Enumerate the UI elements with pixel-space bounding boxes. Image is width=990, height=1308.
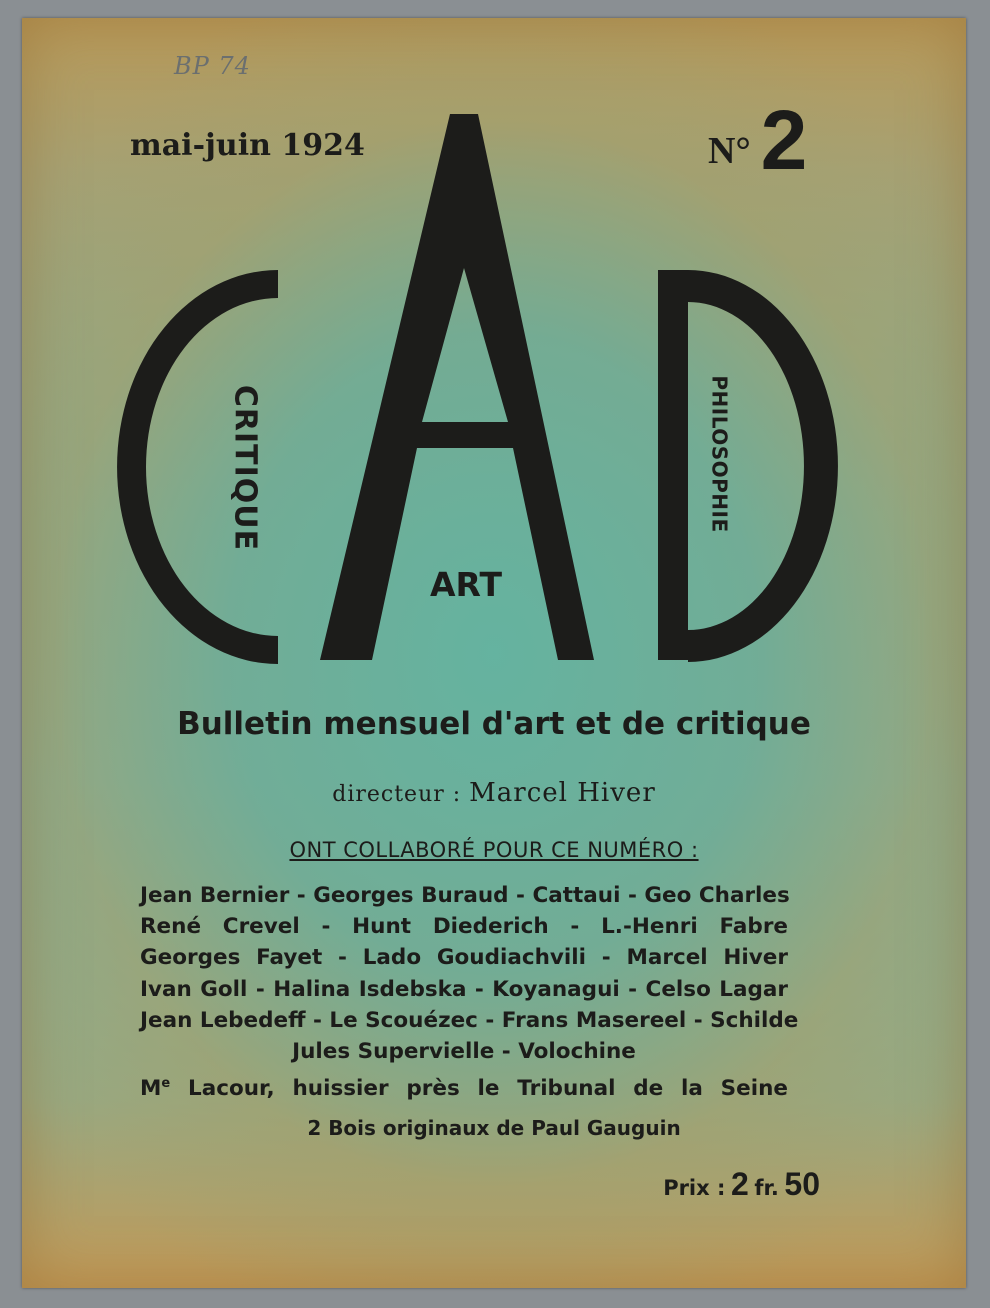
logo-word-art: ART bbox=[430, 565, 502, 604]
logo-letter-p bbox=[658, 270, 838, 662]
cap-logo bbox=[22, 18, 966, 698]
issue-label: N° bbox=[708, 130, 751, 172]
contributors-row: Georges Fayet - Lado Goudiachvili - Marcel Hiver bbox=[140, 945, 788, 971]
contributors-list bbox=[140, 880, 799, 1067]
logo-word-critique: CRITIQUE bbox=[227, 384, 263, 552]
gauguin-note: 2 Bois originaux de Paul Gauguin bbox=[307, 1116, 681, 1140]
price-francs: 2 bbox=[730, 1166, 749, 1202]
contributors-row: Jean Bernier - Georges Buraud - Cattaui - Geo Charles bbox=[140, 883, 790, 908]
price-unit: fr. bbox=[754, 1176, 779, 1200]
logo-word-philosophie: PHILOSOPHIE bbox=[707, 375, 732, 533]
magazine-cover bbox=[22, 18, 966, 1288]
director-line bbox=[22, 778, 966, 808]
huissier-line bbox=[140, 1068, 788, 1102]
collaborators-heading: ONT COLLABORÉ POUR CE NUMÉRO : bbox=[289, 838, 699, 862]
issue-date: mai-juin 1924 bbox=[130, 128, 365, 163]
pencil-annotation: BP 74 bbox=[174, 52, 251, 80]
contributors-row: René Crevel - Hunt Diederich - L.-Henri Fabre bbox=[140, 914, 788, 940]
contributors-row: Jean Lebedeff - Le Scouézec - Frans Masereel - Schilde bbox=[140, 1007, 799, 1033]
contributors-row: Ivan Goll - Halina Isdebska - Koyanagui - Celso Lagar bbox=[140, 976, 788, 1002]
huissier-sup: e bbox=[161, 1076, 171, 1091]
price bbox=[663, 1166, 820, 1203]
huissier-text: Lacour, huissier près le Tribunal de la Seine bbox=[188, 1076, 788, 1102]
price-label: Prix : bbox=[663, 1176, 726, 1200]
director-name: Marcel Hiver bbox=[469, 778, 656, 808]
huissier-prefix: M bbox=[140, 1076, 162, 1102]
contributors-row: Jules Supervielle - Volochine bbox=[292, 1038, 636, 1064]
director-label: directeur : bbox=[332, 782, 462, 807]
issue-number-value: 2 bbox=[760, 93, 808, 187]
price-centimes: 50 bbox=[784, 1166, 820, 1202]
subtitle: Bulletin mensuel d'art et de critique bbox=[177, 706, 811, 742]
